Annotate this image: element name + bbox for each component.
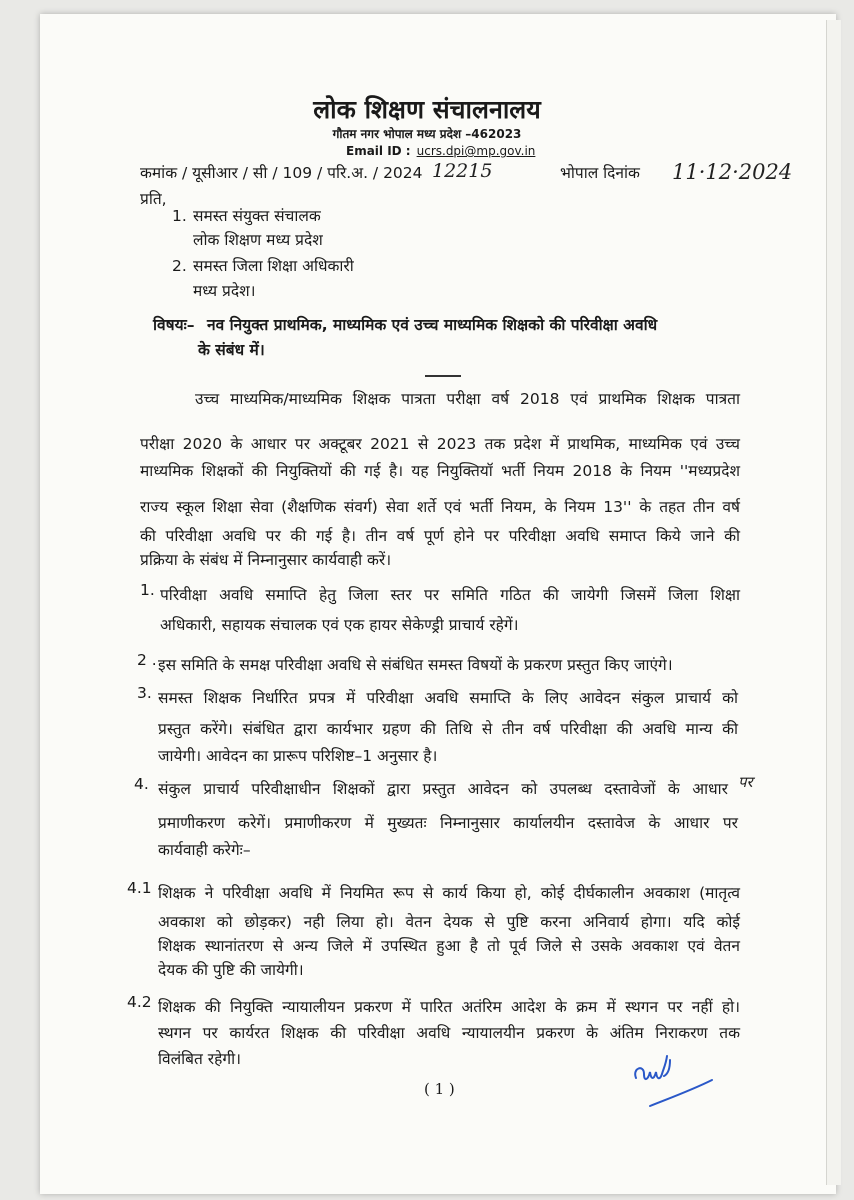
point-line: विलंबित रहेगी। (158, 1050, 241, 1068)
email-label: Email ID : (346, 144, 411, 158)
signature (630, 1050, 730, 1120)
office-address: गौतम नगर भोपाल मध्य प्रदेश –462023 (332, 127, 522, 141)
point-line: देयक की पुष्टि की जायेगी। (158, 961, 304, 979)
intro-line: परीक्षा 2020 के आधार पर अक्टूबर 2021 से 2023 तक प्रदेश में प्राथमिक, माध्यमिक एवं उच्च (140, 435, 740, 453)
point-number: 3. (137, 684, 152, 702)
intro-line: प्रक्रिया के संबंध में निम्नानुसार कार्यवाही करें। (140, 551, 392, 569)
addressee-num: 1. (172, 207, 187, 225)
point-line: शिक्षक की नियुक्ति न्यायालीयन प्रकरण में पारित अतंरिम आदेश के क्रम में स्थगन पर नहीं हो। (158, 998, 740, 1016)
intro-line: उच्च माध्यमिक/माध्यमिक शिक्षक पात्रता परीक्षा वर्ष 2018 एवं प्राथमिक शिक्षक पात्रता (195, 390, 740, 408)
email-address: ucrs.dpi@mp.gov.in (416, 144, 536, 158)
point-line: परिवीक्षा अवधि समाप्ति हेतु जिला स्तर पर समिति गठित की जायेगी जिसमें जिला शिक्षा (160, 586, 740, 604)
page-edge (826, 20, 841, 1185)
point-line: समस्त शिक्षक निर्धारित प्रपत्र में परिवीक्षा अवधि समाप्ति के लिए आवेदन संकुल प्राचार्य को (158, 689, 738, 707)
point-line: प्रस्तुत करेंगे। संबंधित द्वारा कार्यभार ग्रहण की तिथि से तीन वर्ष परिवीक्षा की अवधि मान्य की (158, 720, 738, 738)
point-line: स्थगन पर कार्यरत शिक्षक की परिवीक्षा अवधि न्यायालयीन प्रकरण के अंतिम निराकरण तक (158, 1024, 740, 1042)
point-line: जायेगी। आवेदन का प्रारूप परिशिष्ट–1 अनुसार है। (158, 747, 438, 765)
addressee-line: समस्त जिला शिक्षा अधिकारी (193, 257, 354, 275)
point-number: 4.2 (127, 993, 152, 1011)
point-line: अवकाश को छोड़कर) नही लिया हो। वेतन देयक से पुष्टि करना अनिवार्य होगा। यदि कोई (158, 913, 740, 931)
office-title: लोक शिक्षण संचालनालय (313, 95, 541, 124)
point-line: प्रमाणीकरण करेगें। प्रमाणीकरण में मुख्यतः निम्नानुसार कार्यालयीन दस्तावेज के आधार पर (158, 814, 738, 832)
intro-line: राज्य स्कूल शिक्षा सेवा (शैक्षणिक संवर्ग) सेवा शर्ते एवं भर्ती नियम, के नियम 13'' के तहत तीन वर्ष (140, 498, 740, 516)
point-line: इस समिति के समक्ष परिवीक्षा अवधि से संबंधित समस्त विषयों के प्रकरण प्रस्तुत किए जाएंगे। (158, 656, 673, 674)
intro-line: की परिवीक्षा अवधि पर की गई है। तीन वर्ष पूर्ण होने पर परिवीक्षा अवधि समाप्त किये जाने की (140, 527, 740, 545)
reference-number: कमांक / यूसीआर / सी / 109 / परि.अ. / 2024 (140, 164, 423, 182)
addressee-num: 2. (172, 257, 187, 275)
subject-line: के संबंध में। (198, 341, 265, 359)
intro-line: माध्यमिक शिक्षकों की नियुक्तियों की गई है। यह नियुक्तियॉ भर्ती नियम 2018 के नियम ''मध्यप्रदेश (140, 462, 740, 480)
handwritten-insert: पर (738, 773, 753, 791)
point-line: शिक्षक स्थानांतरण से अन्य जिले में उपस्थित हुआ है तो पूर्व जिले से उसके अवकाश एवं वेतन (158, 937, 740, 955)
subject-line: नव नियुक्त प्राथमिक, माध्यमिक एवं उच्च माध्यमिक शिक्षको की परिवीक्षा अवधि (207, 316, 658, 334)
addressee-line: लोक शिक्षण मध्य प्रदेश (193, 231, 323, 249)
point-line: शिक्षक ने परिवीक्षा अवधि में नियमित रूप से कार्य किया हो, कोई दीर्घकालीन अवकाश (मातृत्व (158, 884, 740, 902)
subject-label: विषयः– (153, 316, 195, 334)
point-number: 4.1 (127, 879, 152, 897)
addressee-line: समस्त संयुक्त संचालक (193, 207, 321, 225)
office-email (346, 144, 535, 158)
addressee-prati: प्रति, (140, 190, 167, 208)
point-line: कार्यवाही करेगेः– (158, 841, 251, 859)
date-label: भोपाल दिनांक (560, 164, 640, 182)
date-handwritten: 11·12·2024 (672, 160, 793, 184)
page-number: ( 1 ) (424, 1080, 455, 1098)
reference-number-handwritten: 12215 (432, 160, 493, 182)
point-number: 4. (134, 775, 149, 793)
divider-line (425, 375, 461, 377)
point-line: संकुल प्राचार्य परिवीक्षाधीन शिक्षकों द्वारा प्रस्तुत आवेदन को उपलब्ध दस्तावेजों के आधार (158, 780, 728, 798)
point-number: 1. (140, 581, 155, 599)
point-line: अधिकारी, सहायक संचालक एवं एक हायर सेकेण्ड्री प्राचार्य रहेगें। (160, 616, 519, 634)
point-number: 2 . (137, 651, 157, 669)
addressee-line: मध्य प्रदेश। (193, 282, 256, 300)
